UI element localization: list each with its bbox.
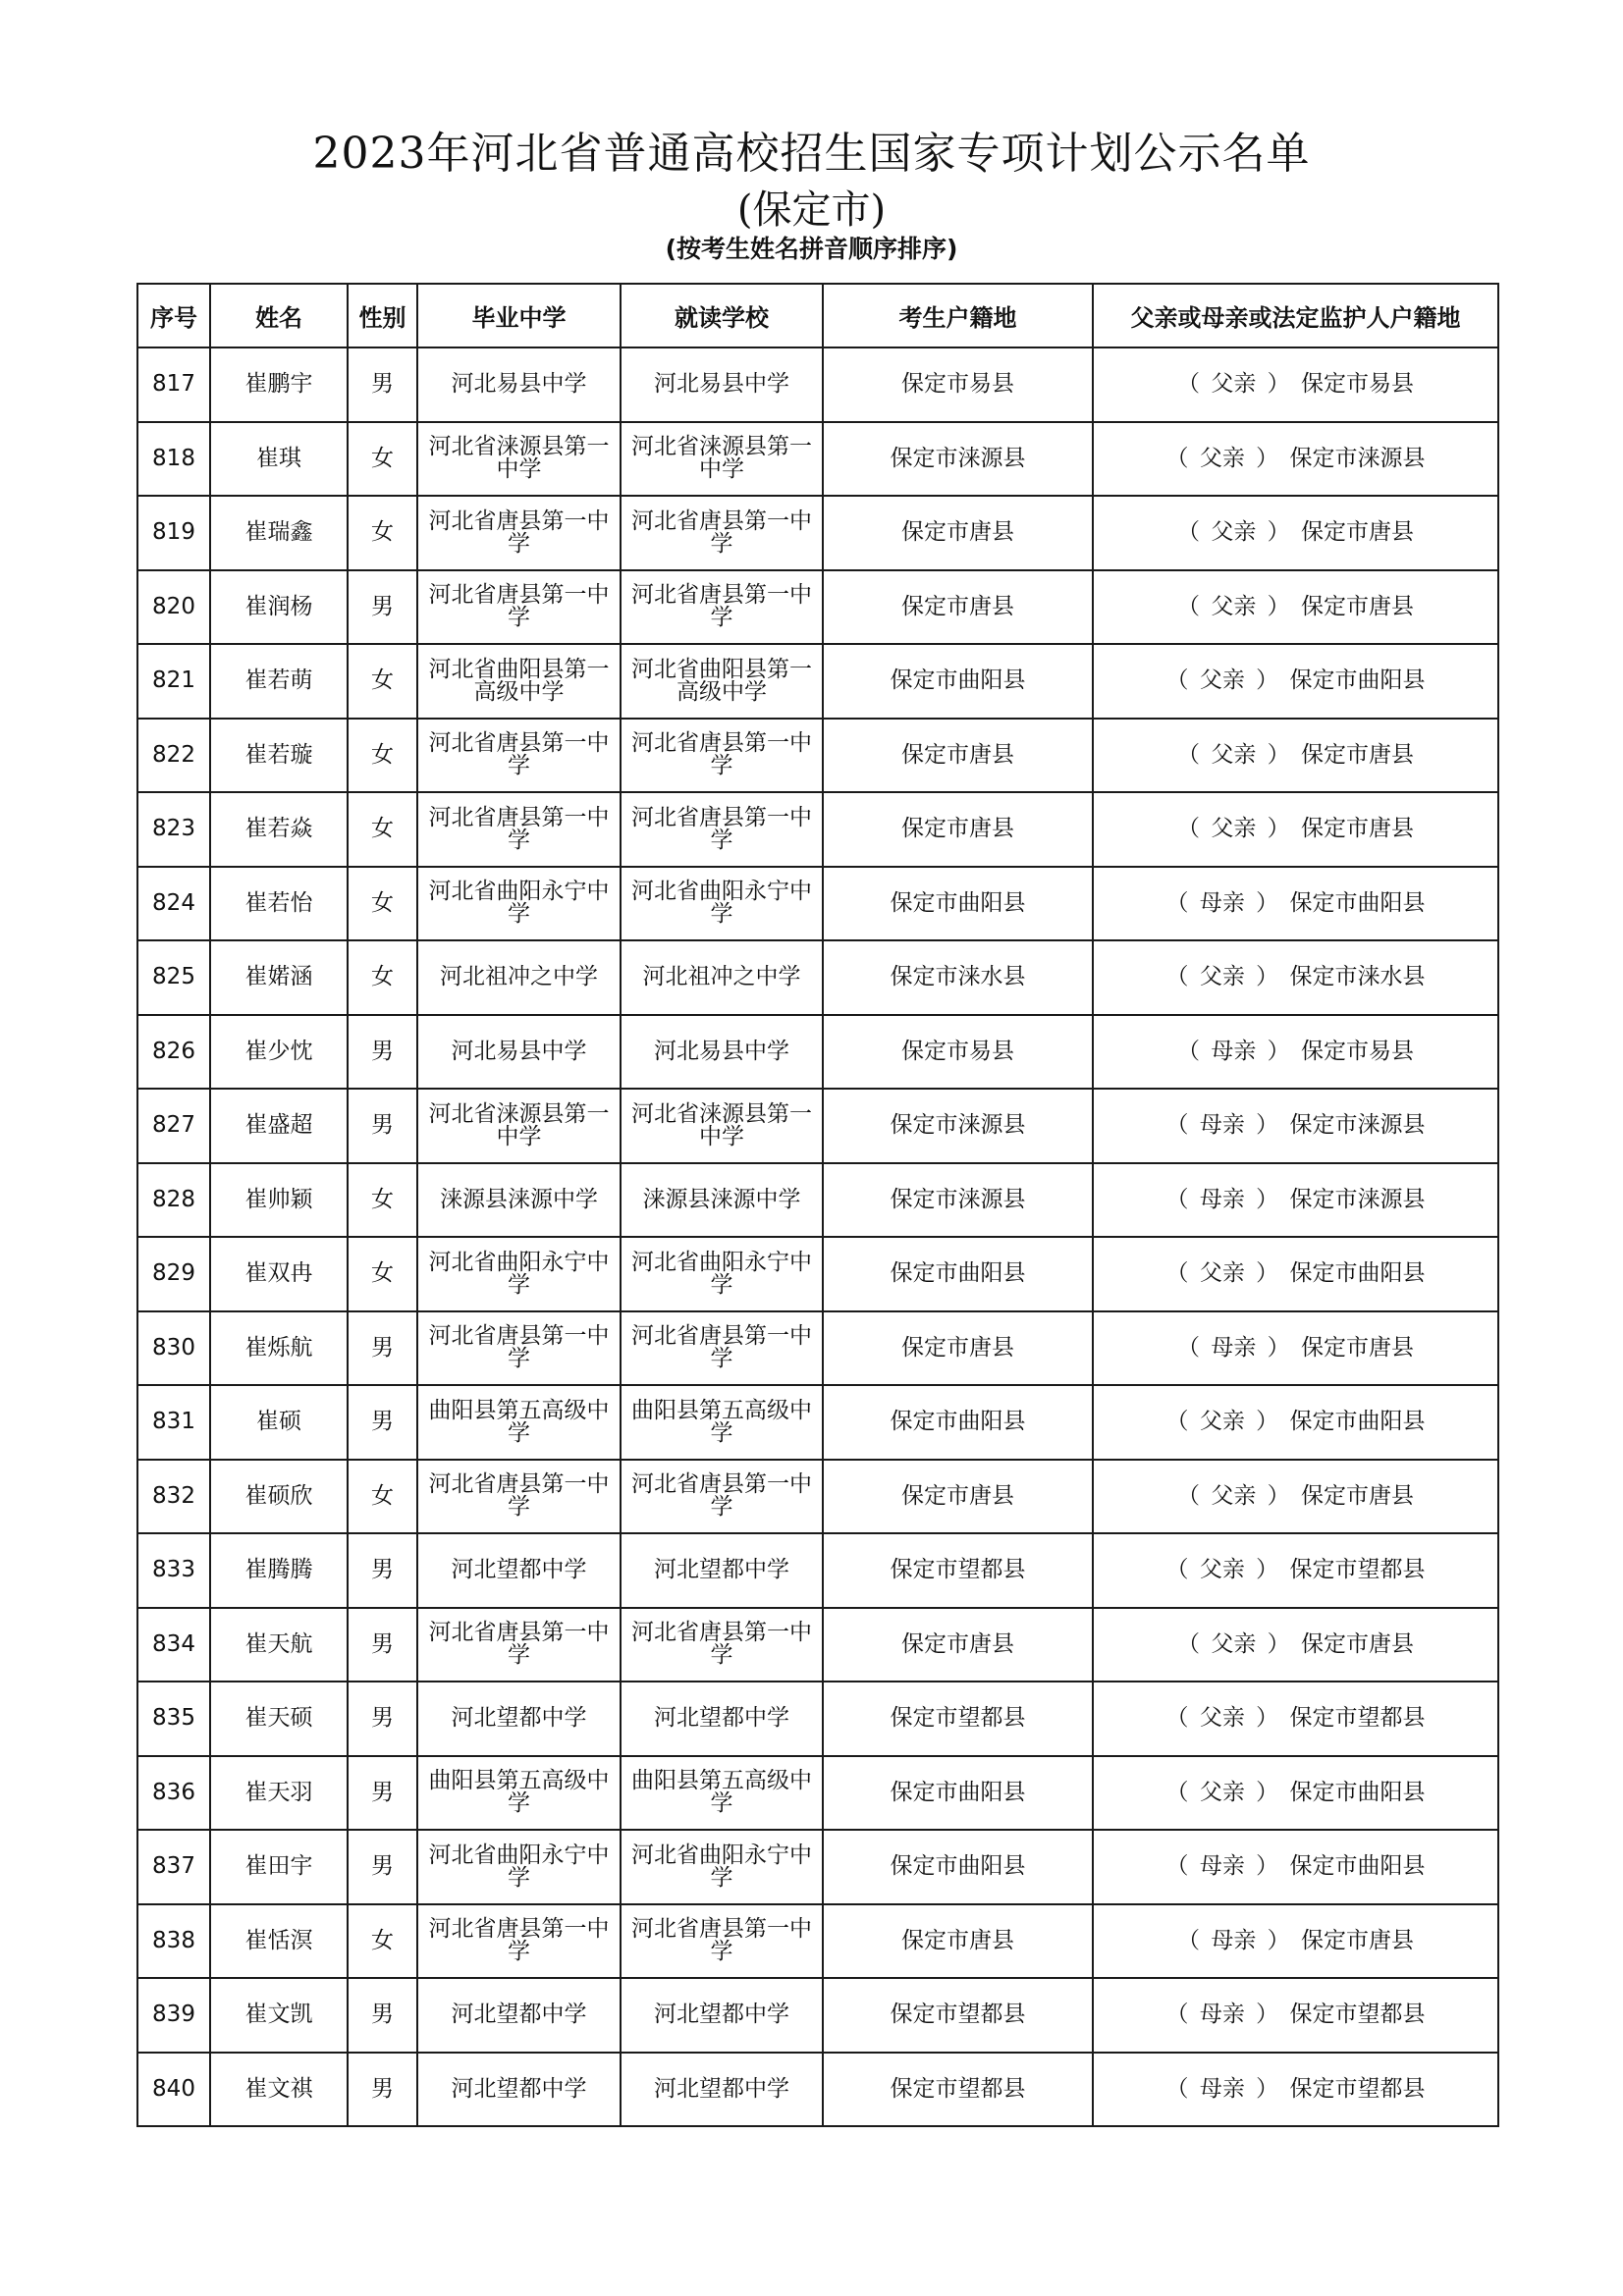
cell-name: 崔天硕 <box>210 1682 348 1756</box>
header-residence: 考生户籍地 <box>823 284 1093 347</box>
cell-residence: 保定市涞源县 <box>823 1089 1093 1163</box>
cell-residence: 保定市唐县 <box>823 1460 1093 1534</box>
cell-guardian-residence: （ 父亲 ） 保定市望都县 <box>1093 1682 1498 1756</box>
table-row <box>137 1385 1498 1460</box>
table-row <box>137 1533 1498 1608</box>
cell-residence: 保定市涞源县 <box>823 422 1093 497</box>
cell-current-school: 河北望都中学 <box>621 2053 823 2127</box>
cell-current-school: 河北省涞源县第一中学 <box>621 1089 823 1163</box>
cell-current-school: 河北省曲阳县第一高级中学 <box>621 644 823 719</box>
cell-guardian-residence: （ 母亲 ） 保定市曲阳县 <box>1093 867 1498 941</box>
cell-graduated-school: 河北望都中学 <box>417 1533 621 1608</box>
cell-name: 崔若焱 <box>210 792 348 867</box>
cell-graduated-school: 河北省唐县第一中学 <box>417 1311 621 1386</box>
cell-guardian-residence: （ 父亲 ） 保定市唐县 <box>1093 1460 1498 1534</box>
cell-name: 崔鹏宇 <box>210 347 348 422</box>
cell-gender: 男 <box>348 2053 417 2127</box>
cell-seq: 824 <box>137 867 210 941</box>
cell-guardian-residence: （ 父亲 ） 保定市望都县 <box>1093 1533 1498 1608</box>
candidate-table <box>136 283 1499 2127</box>
cell-current-school: 河北省唐县第一中学 <box>621 1460 823 1534</box>
cell-current-school: 河北易县中学 <box>621 1015 823 1090</box>
cell-gender: 男 <box>348 1015 417 1090</box>
cell-seq: 818 <box>137 422 210 497</box>
table-row <box>137 2053 1498 2127</box>
cell-guardian-residence: （ 父亲 ） 保定市曲阳县 <box>1093 1237 1498 1311</box>
page-subtitle: (保定市) <box>736 187 887 233</box>
cell-residence: 保定市曲阳县 <box>823 1830 1093 1904</box>
cell-residence: 保定市唐县 <box>823 496 1093 570</box>
table-row <box>137 570 1498 645</box>
cell-seq: 836 <box>137 1756 210 1831</box>
table-row <box>137 940 1498 1015</box>
cell-residence: 保定市易县 <box>823 1015 1093 1090</box>
cell-name: 崔双冉 <box>210 1237 348 1311</box>
table-row <box>137 1163 1498 1238</box>
cell-gender: 女 <box>348 1163 417 1238</box>
table-row <box>137 496 1498 570</box>
cell-guardian-residence: （ 母亲 ） 保定市曲阳县 <box>1093 1830 1498 1904</box>
table-row <box>137 1978 1498 2053</box>
header-name: 姓名 <box>210 284 348 347</box>
cell-residence: 保定市曲阳县 <box>823 1237 1093 1311</box>
cell-current-school: 河北祖冲之中学 <box>621 940 823 1015</box>
cell-seq: 834 <box>137 1608 210 1682</box>
cell-gender: 男 <box>348 1756 417 1831</box>
cell-gender: 女 <box>348 1904 417 1979</box>
cell-current-school: 河北省唐县第一中学 <box>621 1904 823 1979</box>
cell-residence: 保定市唐县 <box>823 1311 1093 1386</box>
cell-gender: 男 <box>348 1385 417 1460</box>
cell-graduated-school: 河北易县中学 <box>417 1015 621 1090</box>
cell-guardian-residence: （ 母亲 ） 保定市唐县 <box>1093 1904 1498 1979</box>
cell-seq: 832 <box>137 1460 210 1534</box>
cell-guardian-residence: （ 父亲 ） 保定市涞源县 <box>1093 422 1498 497</box>
cell-residence: 保定市涞水县 <box>823 940 1093 1015</box>
cell-residence: 保定市涞源县 <box>823 1163 1093 1238</box>
page-title: 2023年河北省普通高校招生国家专项计划公示名单 <box>312 129 1311 179</box>
cell-residence: 保定市唐县 <box>823 570 1093 645</box>
cell-graduated-school: 河北省涞源县第一中学 <box>417 422 621 497</box>
header-seq: 序号 <box>137 284 210 347</box>
cell-seq: 831 <box>137 1385 210 1460</box>
cell-name: 崔烁航 <box>210 1311 348 1386</box>
cell-graduated-school: 河北省曲阳永宁中学 <box>417 1830 621 1904</box>
table-row <box>137 347 1498 422</box>
cell-current-school: 曲阳县第五高级中学 <box>621 1385 823 1460</box>
cell-residence: 保定市唐县 <box>823 1904 1093 1979</box>
cell-gender: 女 <box>348 422 417 497</box>
cell-residence: 保定市曲阳县 <box>823 1756 1093 1831</box>
cell-residence: 保定市曲阳县 <box>823 644 1093 719</box>
cell-graduated-school: 河北省曲阳永宁中学 <box>417 867 621 941</box>
cell-gender: 女 <box>348 496 417 570</box>
cell-residence: 保定市唐县 <box>823 719 1093 793</box>
cell-graduated-school: 河北省唐县第一中学 <box>417 1608 621 1682</box>
cell-residence: 保定市曲阳县 <box>823 867 1093 941</box>
cell-seq: 838 <box>137 1904 210 1979</box>
cell-seq: 825 <box>137 940 210 1015</box>
cell-gender: 男 <box>348 1682 417 1756</box>
table-row <box>137 792 1498 867</box>
cell-current-school: 河北省曲阳永宁中学 <box>621 867 823 941</box>
cell-name: 崔琪 <box>210 422 348 497</box>
table-row <box>137 1311 1498 1386</box>
cell-name: 崔田宇 <box>210 1830 348 1904</box>
table-row <box>137 1756 1498 1831</box>
cell-residence: 保定市望都县 <box>823 1978 1093 2053</box>
cell-seq: 819 <box>137 496 210 570</box>
cell-current-school: 河北省唐县第一中学 <box>621 1311 823 1386</box>
table-row <box>137 1237 1498 1311</box>
cell-graduated-school: 曲阳县第五高级中学 <box>417 1385 621 1460</box>
cell-guardian-residence: （ 父亲 ） 保定市唐县 <box>1093 1608 1498 1682</box>
cell-name: 崔瑞鑫 <box>210 496 348 570</box>
cell-current-school: 河北省唐县第一中学 <box>621 719 823 793</box>
cell-graduated-school: 河北省曲阳县第一高级中学 <box>417 644 621 719</box>
cell-guardian-residence: （ 父亲 ） 保定市曲阳县 <box>1093 1385 1498 1460</box>
cell-guardian-residence: （ 母亲 ） 保定市涞源县 <box>1093 1163 1498 1238</box>
cell-gender: 女 <box>348 792 417 867</box>
cell-gender: 男 <box>348 1089 417 1163</box>
table-row <box>137 1015 1498 1090</box>
table-row <box>137 1904 1498 1979</box>
cell-seq: 840 <box>137 2053 210 2127</box>
cell-residence: 保定市曲阳县 <box>823 1385 1093 1460</box>
cell-gender: 男 <box>348 1978 417 2053</box>
cell-graduated-school: 河北省曲阳永宁中学 <box>417 1237 621 1311</box>
header-graduated-school: 毕业中学 <box>417 284 621 347</box>
table-header-row <box>137 284 1498 347</box>
cell-current-school: 河北易县中学 <box>621 347 823 422</box>
cell-name: 崔婼涵 <box>210 940 348 1015</box>
cell-name: 崔少忱 <box>210 1015 348 1090</box>
cell-current-school: 河北望都中学 <box>621 1978 823 2053</box>
cell-name: 崔硕欣 <box>210 1460 348 1534</box>
cell-name: 崔天羽 <box>210 1756 348 1831</box>
cell-graduated-school: 河北望都中学 <box>417 2053 621 2127</box>
cell-name: 崔文祺 <box>210 2053 348 2127</box>
table-row <box>137 1460 1498 1534</box>
cell-name: 崔若萌 <box>210 644 348 719</box>
cell-graduated-school: 河北省唐县第一中学 <box>417 792 621 867</box>
table-row <box>137 422 1498 497</box>
cell-current-school: 曲阳县第五高级中学 <box>621 1756 823 1831</box>
cell-current-school: 河北省曲阳永宁中学 <box>621 1237 823 1311</box>
cell-name: 崔盛超 <box>210 1089 348 1163</box>
cell-guardian-residence: （ 父亲 ） 保定市易县 <box>1093 347 1498 422</box>
table-row <box>137 1089 1498 1163</box>
cell-residence: 保定市望都县 <box>823 1682 1093 1756</box>
cell-name: 崔恬溟 <box>210 1904 348 1979</box>
cell-graduated-school: 河北省涞源县第一中学 <box>417 1089 621 1163</box>
cell-current-school: 涞源县涞源中学 <box>621 1163 823 1238</box>
cell-gender: 女 <box>348 644 417 719</box>
cell-seq: 835 <box>137 1682 210 1756</box>
cell-seq: 820 <box>137 570 210 645</box>
cell-guardian-residence: （ 父亲 ） 保定市唐县 <box>1093 496 1498 570</box>
header-guardian-residence: 父亲或母亲或法定监护人户籍地 <box>1093 284 1498 347</box>
cell-guardian-residence: （ 父亲 ） 保定市涞水县 <box>1093 940 1498 1015</box>
cell-seq: 837 <box>137 1830 210 1904</box>
cell-graduated-school: 涞源县涞源中学 <box>417 1163 621 1238</box>
cell-name: 崔帅颖 <box>210 1163 348 1238</box>
cell-seq: 827 <box>137 1089 210 1163</box>
cell-residence: 保定市望都县 <box>823 2053 1093 2127</box>
cell-residence: 保定市望都县 <box>823 1533 1093 1608</box>
cell-guardian-residence: （ 母亲 ） 保定市易县 <box>1093 1015 1498 1090</box>
cell-graduated-school: 河北省唐县第一中学 <box>417 1460 621 1534</box>
cell-gender: 男 <box>348 347 417 422</box>
cell-gender: 男 <box>348 1608 417 1682</box>
table-row <box>137 867 1498 941</box>
cell-seq: 833 <box>137 1533 210 1608</box>
cell-graduated-school: 河北省唐县第一中学 <box>417 496 621 570</box>
cell-name: 崔硕 <box>210 1385 348 1460</box>
table-row <box>137 719 1498 793</box>
cell-graduated-school: 河北省唐县第一中学 <box>417 570 621 645</box>
cell-seq: 829 <box>137 1237 210 1311</box>
cell-guardian-residence: （ 父亲 ） 保定市唐县 <box>1093 570 1498 645</box>
cell-guardian-residence: （ 母亲 ） 保定市望都县 <box>1093 2053 1498 2127</box>
header-current-school: 就读学校 <box>621 284 823 347</box>
cell-current-school: 河北省唐县第一中学 <box>621 570 823 645</box>
cell-graduated-school: 河北省唐县第一中学 <box>417 719 621 793</box>
header-gender: 性别 <box>348 284 417 347</box>
cell-guardian-residence: （ 父亲 ） 保定市唐县 <box>1093 792 1498 867</box>
cell-gender: 女 <box>348 940 417 1015</box>
cell-current-school: 河北望都中学 <box>621 1682 823 1756</box>
table-row <box>137 1830 1498 1904</box>
cell-name: 崔若怡 <box>210 867 348 941</box>
cell-residence: 保定市唐县 <box>823 1608 1093 1682</box>
cell-gender: 男 <box>348 1533 417 1608</box>
cell-residence: 保定市易县 <box>823 347 1093 422</box>
cell-graduated-school: 河北祖冲之中学 <box>417 940 621 1015</box>
cell-current-school: 河北省涞源县第一中学 <box>621 422 823 497</box>
cell-name: 崔若璇 <box>210 719 348 793</box>
cell-guardian-residence: （ 母亲 ） 保定市望都县 <box>1093 1978 1498 2053</box>
cell-gender: 女 <box>348 1237 417 1311</box>
cell-seq: 826 <box>137 1015 210 1090</box>
cell-graduated-school: 曲阳县第五高级中学 <box>417 1756 621 1831</box>
cell-guardian-residence: （ 母亲 ） 保定市涞源县 <box>1093 1089 1498 1163</box>
cell-gender: 男 <box>348 1830 417 1904</box>
cell-name: 崔文凯 <box>210 1978 348 2053</box>
cell-seq: 828 <box>137 1163 210 1238</box>
cell-guardian-residence: （ 父亲 ） 保定市曲阳县 <box>1093 644 1498 719</box>
cell-current-school: 河北省唐县第一中学 <box>621 1608 823 1682</box>
cell-seq: 822 <box>137 719 210 793</box>
cell-current-school: 河北省曲阳永宁中学 <box>621 1830 823 1904</box>
cell-seq: 839 <box>137 1978 210 2053</box>
table-row <box>137 1682 1498 1756</box>
cell-seq: 830 <box>137 1311 210 1386</box>
cell-gender: 女 <box>348 867 417 941</box>
cell-gender: 女 <box>348 1460 417 1534</box>
cell-guardian-residence: （ 父亲 ） 保定市曲阳县 <box>1093 1756 1498 1831</box>
cell-current-school: 河北望都中学 <box>621 1533 823 1608</box>
cell-seq: 823 <box>137 792 210 867</box>
cell-gender: 女 <box>348 719 417 793</box>
sort-note: (按考生姓名拼音顺序排序) <box>665 235 958 263</box>
cell-seq: 817 <box>137 347 210 422</box>
cell-name: 崔腾腾 <box>210 1533 348 1608</box>
cell-guardian-residence: （ 母亲 ） 保定市唐县 <box>1093 1311 1498 1386</box>
cell-name: 崔天航 <box>210 1608 348 1682</box>
cell-current-school: 河北省唐县第一中学 <box>621 792 823 867</box>
cell-name: 崔润杨 <box>210 570 348 645</box>
cell-gender: 男 <box>348 570 417 645</box>
cell-graduated-school: 河北省唐县第一中学 <box>417 1904 621 1979</box>
cell-graduated-school: 河北望都中学 <box>417 1978 621 2053</box>
cell-residence: 保定市唐县 <box>823 792 1093 867</box>
cell-gender: 男 <box>348 1311 417 1386</box>
table-row <box>137 1608 1498 1682</box>
cell-graduated-school: 河北易县中学 <box>417 347 621 422</box>
cell-guardian-residence: （ 父亲 ） 保定市唐县 <box>1093 719 1498 793</box>
cell-seq: 821 <box>137 644 210 719</box>
cell-current-school: 河北省唐县第一中学 <box>621 496 823 570</box>
cell-graduated-school: 河北望都中学 <box>417 1682 621 1756</box>
table-row <box>137 644 1498 719</box>
